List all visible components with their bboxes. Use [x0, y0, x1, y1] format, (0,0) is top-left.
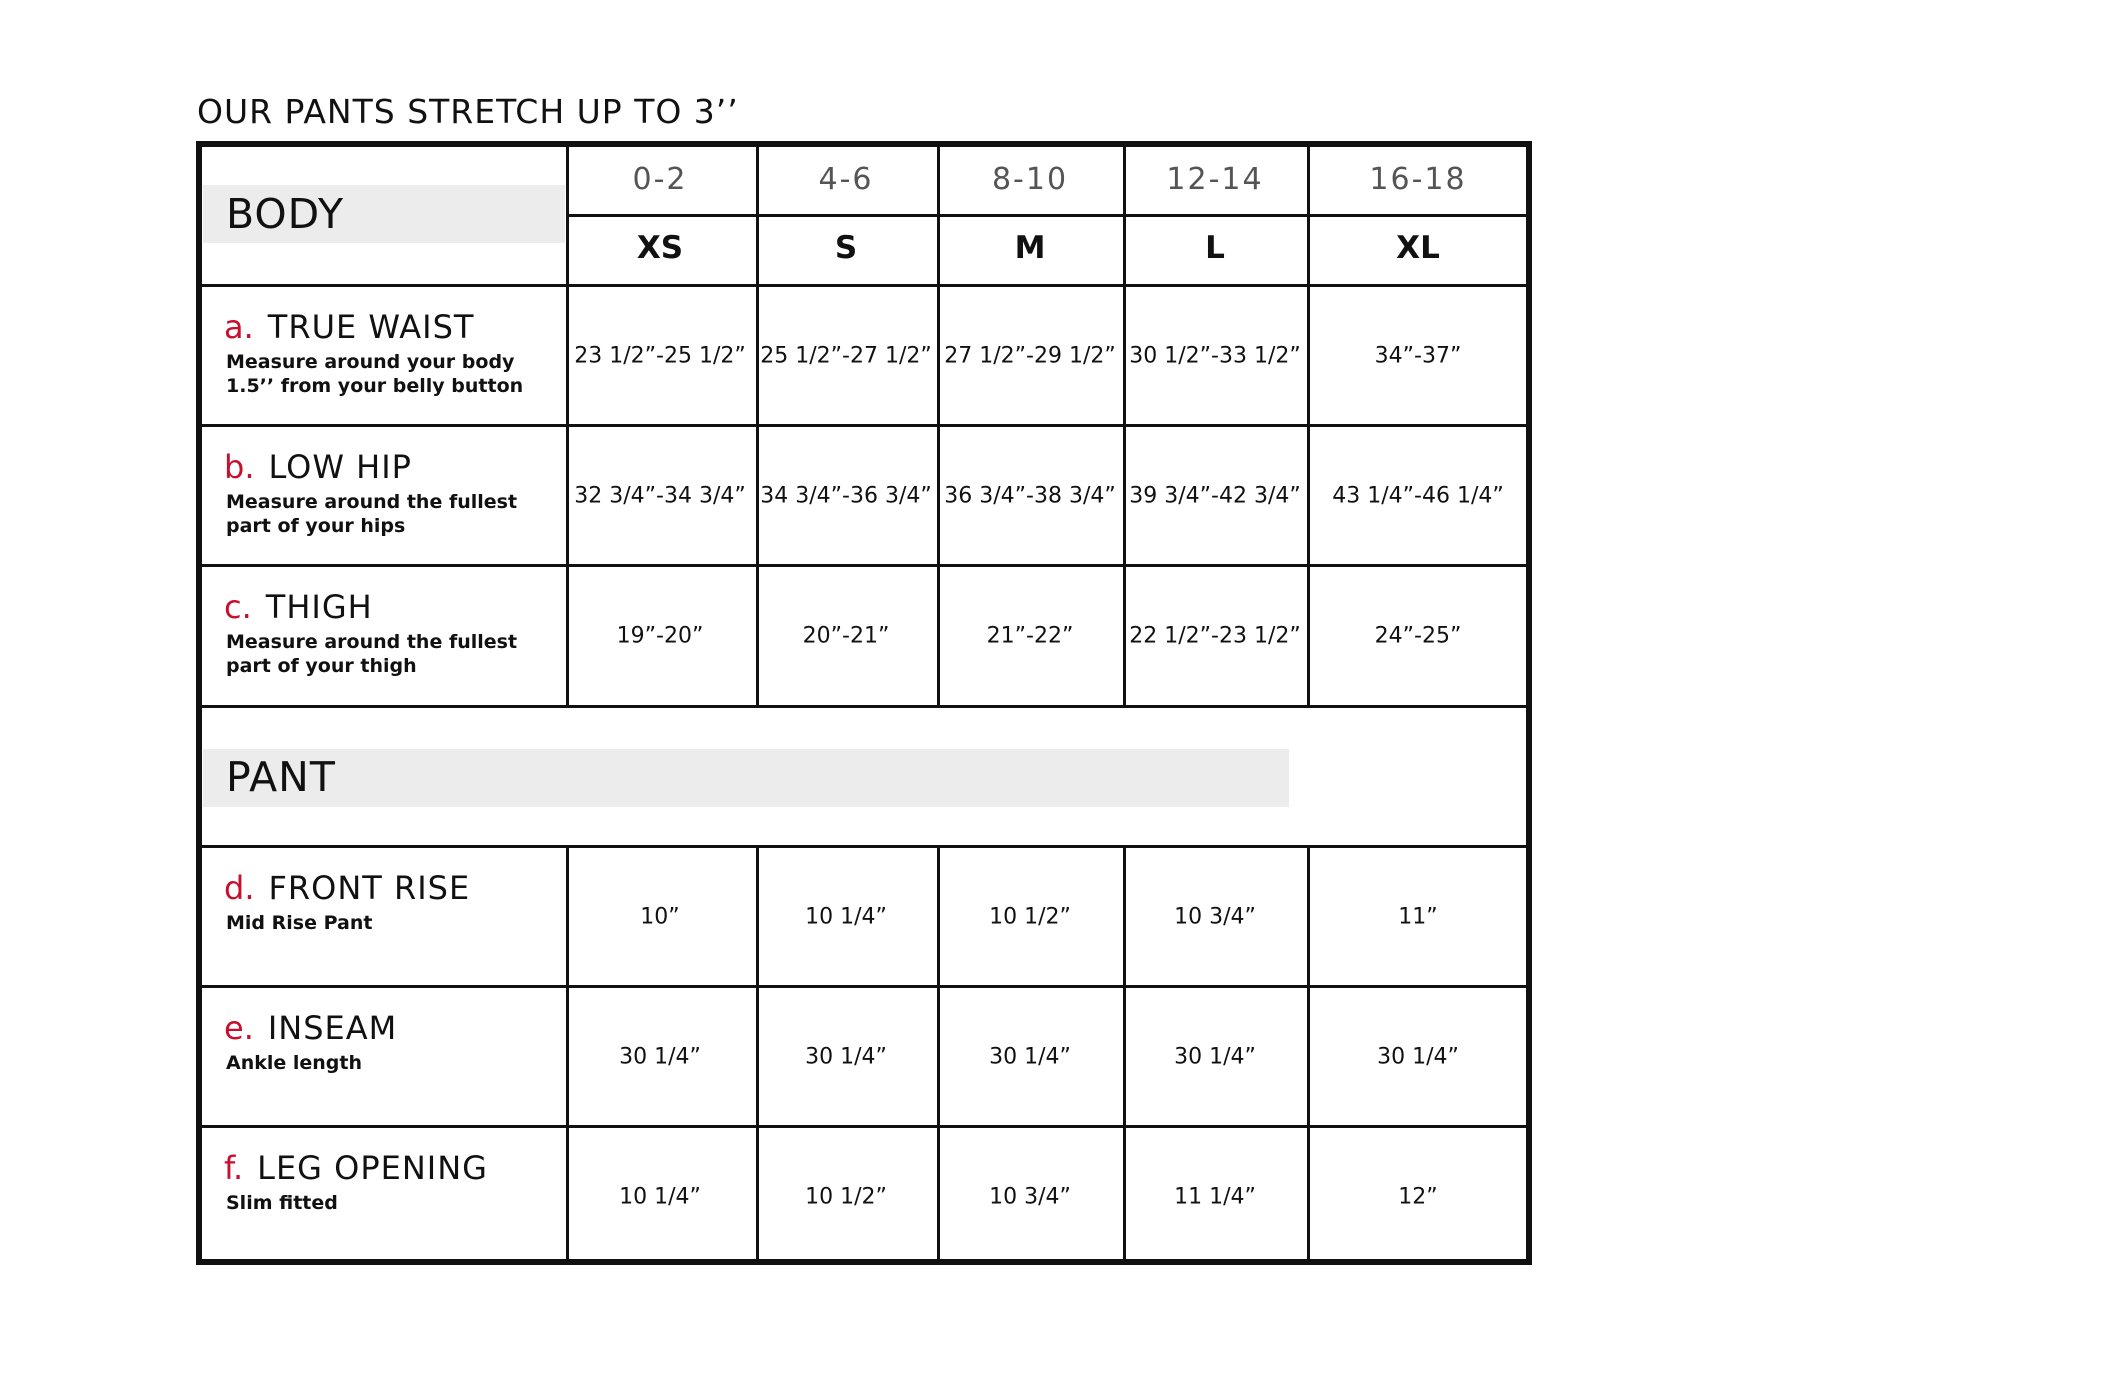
measurement-value-cell: 12”: [1398, 1184, 1438, 1210]
grid-line: [199, 424, 1529, 427]
size-range-label: 12-14: [1166, 162, 1264, 197]
measurement-value-cell: 30 1/4”: [1377, 1044, 1459, 1070]
measurement-name: THIGH: [265, 588, 373, 626]
grid-line: [1307, 144, 1310, 705]
size-range-label: 4-6: [818, 162, 874, 197]
measurement-label: [224, 869, 470, 907]
grid-line: [199, 845, 1529, 848]
measurement-description: Ankle length: [226, 1052, 363, 1074]
measurement-value-cell: 10 1/4”: [805, 904, 887, 930]
measurement-label: [224, 1009, 397, 1047]
size-range-label: 8-10: [991, 162, 1069, 197]
measurement-name: LOW HIP: [268, 448, 412, 486]
grid-line: [1123, 845, 1126, 1262]
size-label: XL: [1396, 230, 1440, 266]
grid-line: [199, 564, 1529, 567]
measurement-value-cell: 32 3/4”-34 3/4”: [574, 483, 746, 509]
measurement-value-cell: 19”-20”: [616, 623, 704, 649]
grid-line: [1307, 845, 1310, 1262]
measurement-name: LEG OPENING: [257, 1149, 488, 1187]
measurement-value-cell: 34 3/4”-36 3/4”: [760, 483, 932, 509]
measurement-value-cell: 20”-21”: [802, 623, 890, 649]
measurement-description: Slim fitted: [226, 1192, 338, 1214]
measurement-value-cell: 27 1/2”-29 1/2”: [944, 343, 1116, 369]
measurement-value-cell: 10”: [640, 904, 680, 930]
grid-line: [756, 144, 759, 705]
measurement-value-cell: 43 1/4”-46 1/4”: [1332, 483, 1504, 509]
size-label: M: [1014, 230, 1046, 266]
grid-line: [199, 985, 1529, 988]
measurement-value-cell: 23 1/2”-25 1/2”: [574, 343, 746, 369]
size-range-label: 0-2: [632, 162, 688, 197]
size-label: L: [1205, 230, 1225, 266]
measurement-letter: b.: [224, 448, 255, 486]
measurement-value-cell: 11”: [1398, 904, 1438, 930]
measurement-name: TRUE WAIST: [267, 308, 475, 346]
chart-headline: OUR PANTS STRETCH UP TO 3’’: [197, 92, 739, 131]
grid-line: [566, 214, 1529, 217]
measurement-description: Measure around the fullest part of your thigh: [226, 631, 518, 677]
measurement-value-cell: 30 1/4”: [1174, 1044, 1256, 1070]
size-label: S: [834, 230, 858, 266]
measurement-value-cell: 30 1/4”: [989, 1044, 1071, 1070]
measurement-letter: e.: [224, 1009, 254, 1047]
measurement-letter: f.: [224, 1149, 244, 1187]
grid-line: [199, 284, 1529, 287]
grid-line: [756, 845, 759, 1262]
measurement-value-cell: 10 3/4”: [1174, 904, 1256, 930]
measurement-description: Measure around your body 1.5’’ from your belly button: [226, 351, 524, 397]
pant-title-band: [203, 749, 1289, 807]
measurement-value-cell: 24”-25”: [1374, 623, 1462, 649]
measurement-letter: a.: [224, 308, 254, 346]
measurement-label: [224, 448, 412, 486]
measurement-value-cell: 30 1/2”-33 1/2”: [1129, 343, 1301, 369]
measurement-value-cell: 36 3/4”-38 3/4”: [944, 483, 1116, 509]
grid-line: [937, 845, 940, 1262]
measurement-description: Mid Rise Pant: [226, 912, 373, 934]
body-section-title: BODY: [226, 190, 345, 238]
grid-line: [566, 144, 569, 705]
measurement-letter: d.: [224, 869, 255, 907]
measurement-value-cell: 25 1/2”-27 1/2”: [760, 343, 932, 369]
measurement-description: Measure around the fullest part of your hips: [226, 491, 518, 537]
measurement-value-cell: 10 1/2”: [805, 1184, 887, 1210]
measurement-label: [224, 1149, 488, 1187]
measurement-value-cell: 21”-22”: [986, 623, 1074, 649]
measurement-letter: c.: [224, 588, 252, 626]
grid-line: [937, 144, 940, 705]
measurement-label: [224, 308, 474, 346]
measurement-name: FRONT RISE: [268, 869, 471, 907]
grid-line: [1123, 144, 1126, 705]
measurement-value-cell: 39 3/4”-42 3/4”: [1129, 483, 1301, 509]
measurement-label: [224, 588, 373, 626]
measurement-value-cell: 30 1/4”: [619, 1044, 701, 1070]
grid-line: [566, 845, 569, 1262]
grid-line: [199, 1125, 1529, 1128]
size-label: XS: [636, 230, 684, 266]
grid-line: [199, 705, 1529, 708]
measurement-value-cell: 30 1/4”: [805, 1044, 887, 1070]
size-range-label: 16-18: [1369, 162, 1467, 197]
measurement-value-cell: 10 3/4”: [989, 1184, 1071, 1210]
measurement-value-cell: 34”-37”: [1374, 343, 1462, 369]
measurement-value-cell: 11 1/4”: [1174, 1184, 1256, 1210]
measurement-name: INSEAM: [267, 1009, 398, 1047]
measurement-value-cell: 10 1/4”: [619, 1184, 701, 1210]
measurement-value-cell: 22 1/2”-23 1/2”: [1129, 623, 1301, 649]
pant-section-title: PANT: [226, 753, 336, 801]
measurement-value-cell: 10 1/2”: [989, 904, 1071, 930]
